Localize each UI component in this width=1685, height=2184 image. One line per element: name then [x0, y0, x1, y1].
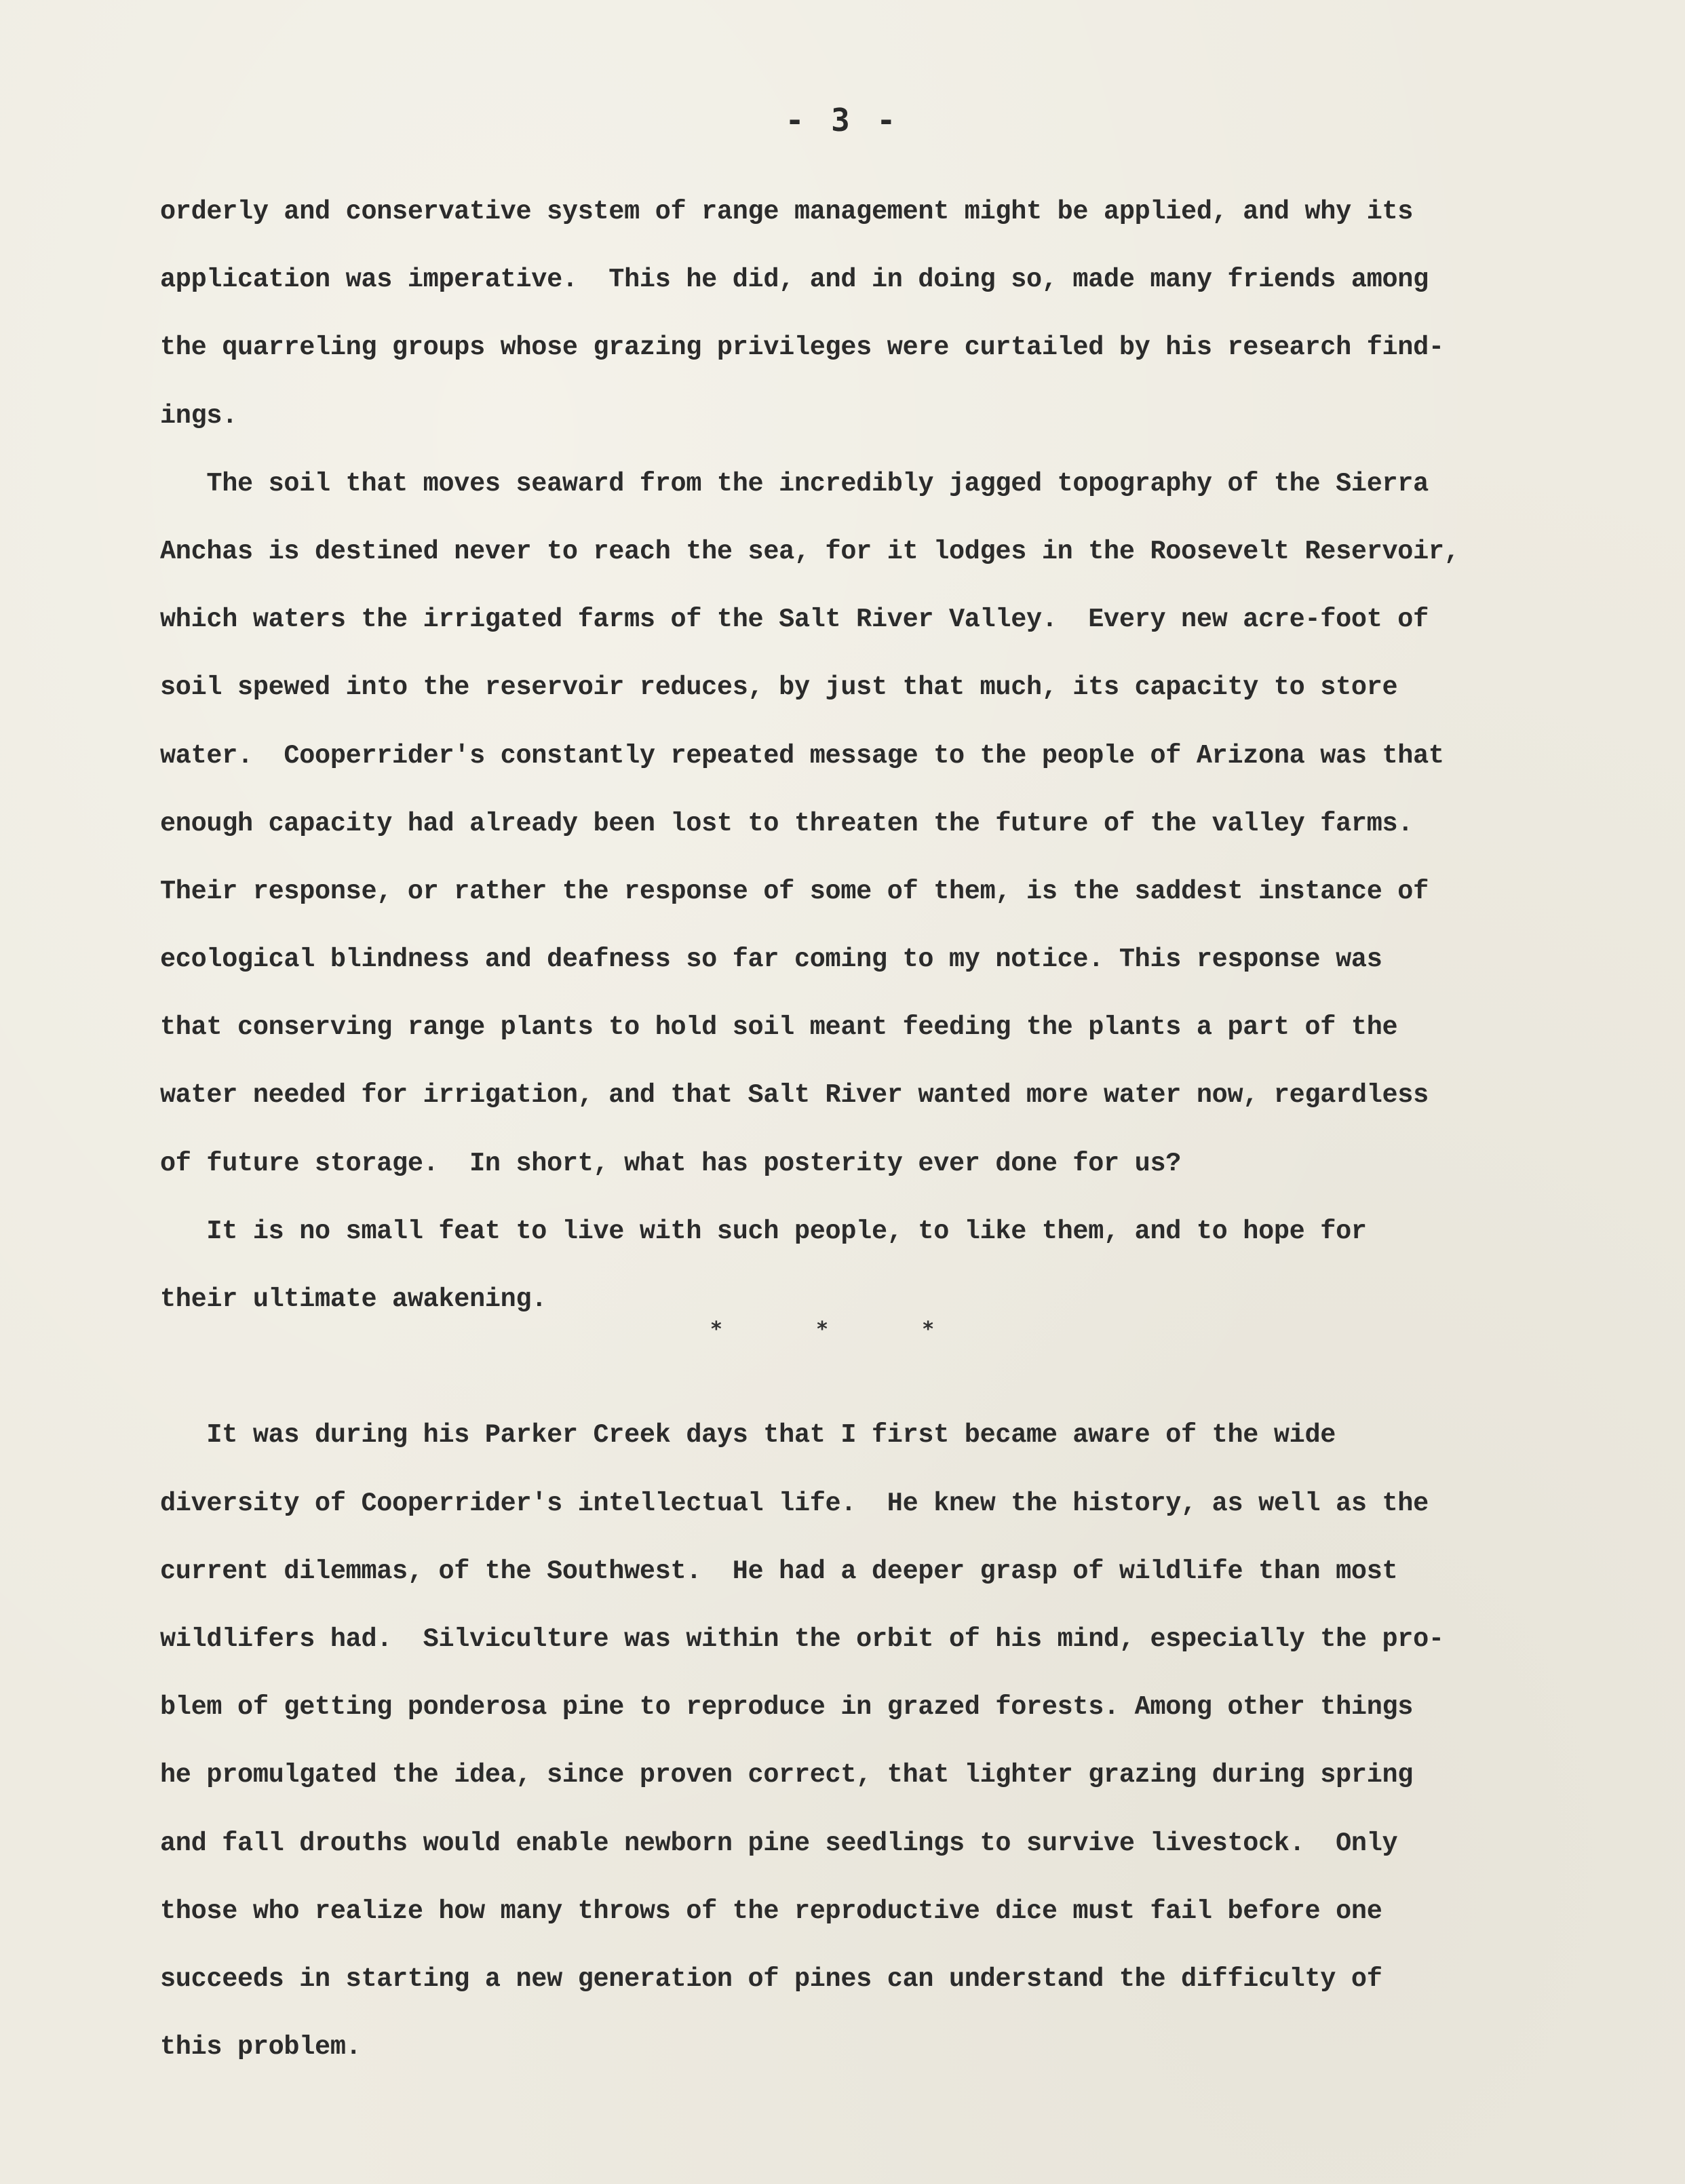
text-line: Anchas is destined never to reach the sea, for it lodges in the Roosevelt Reservoir,: [160, 536, 1460, 567]
text-line: of future storage. In short, what has posterity ever done for us?: [160, 1148, 1182, 1179]
text-line: he promulgated the idea, since proven correct, that lighter grazing during spring: [160, 1760, 1414, 1790]
text-line: which waters the irrigated farms of the Salt River Valley. Every new acre-foot of: [160, 605, 1429, 635]
text-line: soil spewed into the reservoir reduces, by just that much, its capacity to store: [160, 672, 1398, 703]
text-line: The soil that moves seaward from the incredibly jagged topography of the Sierra: [160, 468, 1429, 499]
section-separator: * * *: [710, 1318, 975, 1341]
text-line: orderly and conservative system of range management might be applied, and why its: [160, 197, 1414, 227]
text-line: water needed for irrigation, and that Salt River wanted more water now, regardless: [160, 1080, 1429, 1111]
body-text: [160, 178, 1585, 2081]
text-line: their ultimate awakening.: [160, 1284, 547, 1314]
text-line: It is no small feat to live with such people, to like them, and to hope for: [160, 1216, 1367, 1246]
text-line: this problem.: [160, 2032, 362, 2063]
text-line: ecological blindness and deafness so far coming to my notice. This response was: [160, 944, 1382, 975]
text-line: the quarreling groups whose grazing privileges were curtailed by his research find-: [160, 332, 1444, 363]
text-line: enough capacity had already been lost to threaten the future of the valley farms.: [160, 808, 1414, 839]
text-line: application was imperative. This he did, and in doing so, made many friends among: [160, 265, 1429, 295]
text-line: succeeds in starting a new generation of pines can understand the difficulty of: [160, 1963, 1382, 1994]
text-line: Their response, or rather the response of some of them, is the saddest instance of: [160, 876, 1429, 906]
text-line: water. Cooperrider's constantly repeated message to the people of Arizona was that: [160, 740, 1444, 771]
text-line: diversity of Cooperrider's intellectual life. He knew the history, as well as the: [160, 1488, 1429, 1518]
text-line: that conserving range plants to hold soil meant feeding the plants a part of the: [160, 1012, 1398, 1043]
text-line: and fall drouths would enable newborn pine seedlings to survive livestock. Only: [160, 1828, 1398, 1858]
text-line: It was during his Parker Creek days that I first became aware of the wide: [160, 1420, 1336, 1451]
section-gap: [160, 1333, 1585, 1401]
text-line: current dilemmas, of the Southwest. He had a deeper grasp of wildlife than most: [160, 1556, 1398, 1586]
page-number: - 3 -: [785, 102, 900, 138]
text-line: those who realize how many throws of the reproductive dice must fail before one: [160, 1896, 1382, 1926]
text-line: blem of getting ponderosa pine to reproduce in grazed forests. Among other things: [160, 1692, 1414, 1723]
text-line: ings.: [160, 400, 238, 431]
text-line: wildlifers had. Silviculture was within the orbit of his mind, especially the pro-: [160, 1624, 1444, 1654]
